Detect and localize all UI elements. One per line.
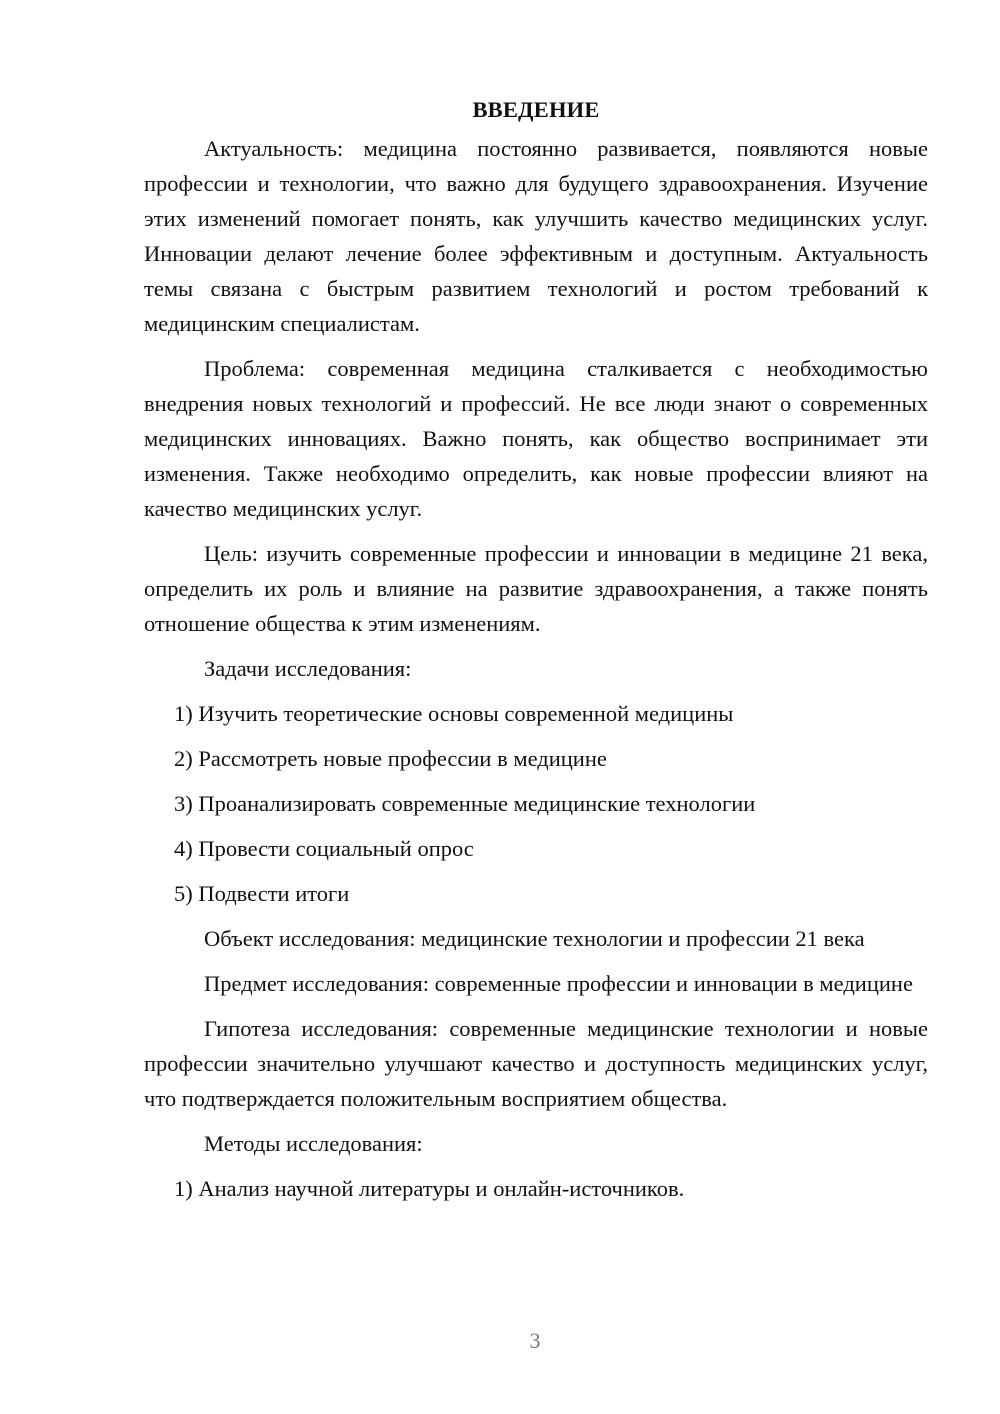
goal-paragraph: Цель: изучить современные профессии и инновации в медицине 21 века, определить их роль и влияние на развитие здравоохранения, а также понять отношение общества к этим изменениям. [144,541,928,636]
document-body [144,92,928,1216]
object-paragraph: Объект исследования: медицинские технологии и профессии 21 века [204,926,865,951]
page-number: 3 [529,1328,541,1353]
page-title: ВВЕДЕНИЕ [472,97,600,122]
hypothesis-paragraph: Гипотеза исследования: современные медицинские технологии и новые профессии значительно улучшают качество и доступность медицинских услуг, что подтверждается положительным восприятием общества. [144,1016,928,1111]
task-item-2: 2) Рассмотреть новые профессии в медицине [174,746,607,771]
relevance-paragraph: Актуальность: медицина постоянно развивается, появляются новые профессии и технологии, что важно для будущего здравоохранения. Изучение этих изменений помогает понять, как улучшить качество медицинских услуг. Инновации делают лечение более эффективным и доступным. Актуальность темы связана с быстрым развитием технологий и ростом требований к медицинским специалистам. [144,136,928,336]
subject-paragraph: Предмет исследования: современные профессии и инновации в медицине [204,971,913,996]
task-item-3: 3) Проанализировать современные медицинские технологии [174,791,756,816]
tasks-heading: Задачи исследования: [204,656,412,681]
task-item-5: 5) Подвести итоги [174,881,350,906]
method-item-1: 1) Анализ научной литературы и онлайн-источников. [174,1176,685,1201]
methods-heading: Методы исследования: [204,1131,423,1156]
problem-paragraph: Проблема: современная медицина сталкивается с необходимостью внедрения новых технологий и профессий. Не все люди знают о современных медицинских инновациях. Важно понять, как общество воспринимает эти изменения. Также необходимо определить, как новые профессии влияют на качество медицинских услуг. [144,356,928,521]
task-item-1: 1) Изучить теоретические основы современной медицины [174,701,734,726]
task-item-4: 4) Провести социальный опрос [174,836,474,861]
